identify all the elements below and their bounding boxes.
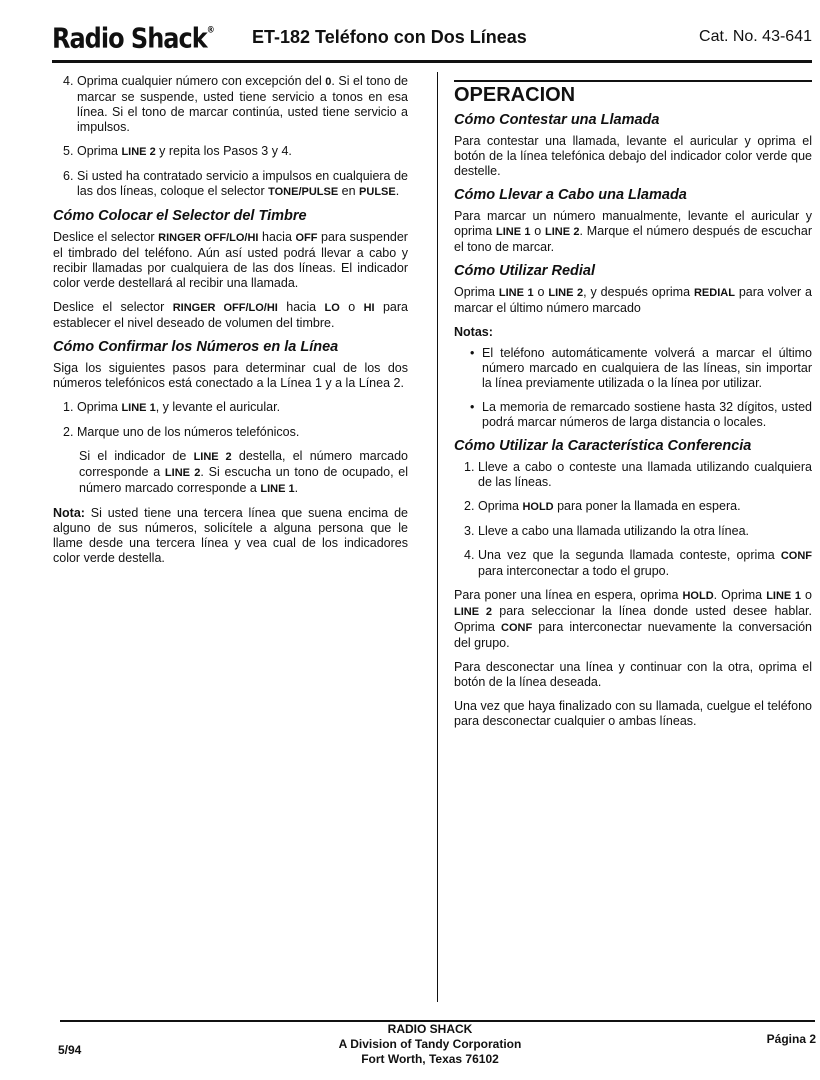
list-item: • La memoria de remarcado sostiene hasta 32 dígitos, usted podrá marcar números de larga distancia o locales. bbox=[470, 400, 812, 429]
conference-steps-list bbox=[454, 460, 812, 579]
ringer-paragraph-1: Deslice el selector RINGER OFF/LO/HI hacia OFF para suspender el timbrado del teléfono. Aún así usted podrá llevar a cabo y recibir llamadas por cualquiera de las dos líneas. El indicador color verde destellará al recibir una llamada. bbox=[53, 230, 408, 290]
bullet-icon: • bbox=[470, 346, 475, 360]
note-paragraph: Nota: Si usted tiene una tercera línea que suena encima de alguno de sus números, solicítele a alguna persona que le llame desde una tercera línea y vea cual de los indicadores color verde destella. bbox=[53, 506, 408, 565]
document-title: ET-182 Teléfono con Dos Líneas bbox=[252, 27, 527, 47]
ringer-paragraph-2: Deslice el selector RINGER OFF/LO/HI hacia LO o HI para establecer el nivel deseado de volumen del timbre. bbox=[53, 300, 408, 330]
page-number: Página 2 bbox=[766, 1032, 816, 1046]
confirm-steps-list bbox=[53, 400, 408, 440]
confirm-heading: Cómo Confirmar los Números en la Línea bbox=[53, 339, 339, 355]
header-rule bbox=[52, 60, 812, 63]
section-rule bbox=[454, 80, 812, 82]
list-item: 2. Oprima HOLD para poner la llamada en espera. bbox=[464, 499, 741, 513]
company-name: RADIO SHACK bbox=[387, 1022, 473, 1036]
call-heading: Cómo Llevar a Cabo una Llamada bbox=[454, 187, 687, 203]
conference-paragraph-2: Para desconectar una línea y continuar con la otra, oprima el botón de la línea deseada. bbox=[454, 660, 812, 689]
operation-heading: OPERACION bbox=[454, 84, 576, 106]
conference-heading: Cómo Utilizar la Característica Conferencia bbox=[454, 438, 752, 454]
list-item: 2. Marque uno de los números telefónicos. bbox=[63, 425, 300, 439]
confirm-indent-paragraph: Si el indicador de LINE 2 destella, el número marcado corresponde a LINE 2. Si escucha un tono de ocupado, el número marcado corresponde a LINE 1. bbox=[79, 449, 409, 495]
right-column bbox=[454, 80, 812, 738]
conference-paragraph-1: Para poner una línea en espera, oprima HOLD. Oprima LINE 1 o LINE 2 para seleccionar la línea donde usted desee hablar. Oprima CONF para interconectar nuevamente la conversación del grupo. bbox=[454, 588, 812, 650]
page-header bbox=[52, 22, 812, 56]
list-item: 4. Oprima cualquier número con excepción del 0. Si el tono de marcar se suspende, usted tiene servicio a tonos en esa línea. Si el tono de marcar continúa, usted tiene servicio a impulsos. bbox=[63, 74, 408, 134]
catalog-number: Cat. No. 43-641 bbox=[699, 28, 812, 45]
answer-paragraph: Para contestar una llamada, levante el auricular y oprima el botón de la línea telefónica debajo del indicador color verde que destelle. bbox=[454, 134, 812, 178]
call-paragraph: Para marcar un número manualmente, levante el auricular y oprima LINE 1 o LINE 2. Marque el número después de escuchar el tono de marcar. bbox=[454, 209, 812, 254]
left-column bbox=[53, 74, 408, 575]
footer-company bbox=[300, 1022, 560, 1067]
list-item: 4. Una vez que la segunda llamada conteste, oprima CONF para interconectar a todo el grupo. bbox=[464, 548, 812, 578]
list-item: 5. Oprima LINE 2 y repita los Pasos 3 y 4. bbox=[63, 144, 292, 158]
bullet-icon: • bbox=[470, 400, 475, 414]
answer-heading: Cómo Contestar una Llamada bbox=[454, 112, 660, 128]
footer-date: 5/94 bbox=[58, 1043, 82, 1057]
radio-shack-logo: Radio Shack® bbox=[52, 22, 214, 55]
list-item: • El teléfono automáticamente volverá a marcar el último número marcado en cualquiera de las líneas, sin importar la línea previamente utilizada o la línea por utilizar. bbox=[470, 346, 812, 390]
company-division: A Division of Tandy Corporation bbox=[338, 1037, 522, 1051]
list-item: 3. Lleve a cabo una llamada utilizando la otra línea. bbox=[464, 524, 750, 538]
redial-heading: Cómo Utilizar Redial bbox=[454, 263, 595, 279]
notes-list bbox=[454, 346, 812, 430]
company-address: Fort Worth, Texas 76102 bbox=[361, 1052, 499, 1066]
conference-paragraph-3: Una vez que haya finalizado con su llamada, cuelgue el teléfono para desconectar cualquier o ambas líneas. bbox=[454, 699, 812, 728]
setup-steps-list bbox=[53, 74, 408, 200]
column-divider bbox=[437, 72, 438, 1002]
confirm-intro: Siga los siguientes pasos para determinar cual de los dos números telefónicos está conectado a la Línea 1 y a la Línea 2. bbox=[53, 361, 408, 390]
notes-title: Notas: bbox=[454, 325, 493, 339]
list-item: 6. Si usted ha contratado servicio a impulsos en cualquiera de las dos líneas, coloque el selector TONE/PULSE en PULSE. bbox=[63, 169, 408, 198]
list-item: 1. Oprima LINE 1, y levante el auricular. bbox=[63, 400, 281, 414]
list-item: 1. Lleve a cabo o conteste una llamada utilizando cualquiera de las líneas. bbox=[464, 460, 812, 489]
redial-paragraph: Oprima LINE 1 o LINE 2, y después oprima REDIAL para volver a marcar el último número marcado bbox=[454, 285, 813, 315]
ringer-heading: Cómo Colocar el Selector del Timbre bbox=[53, 208, 307, 224]
